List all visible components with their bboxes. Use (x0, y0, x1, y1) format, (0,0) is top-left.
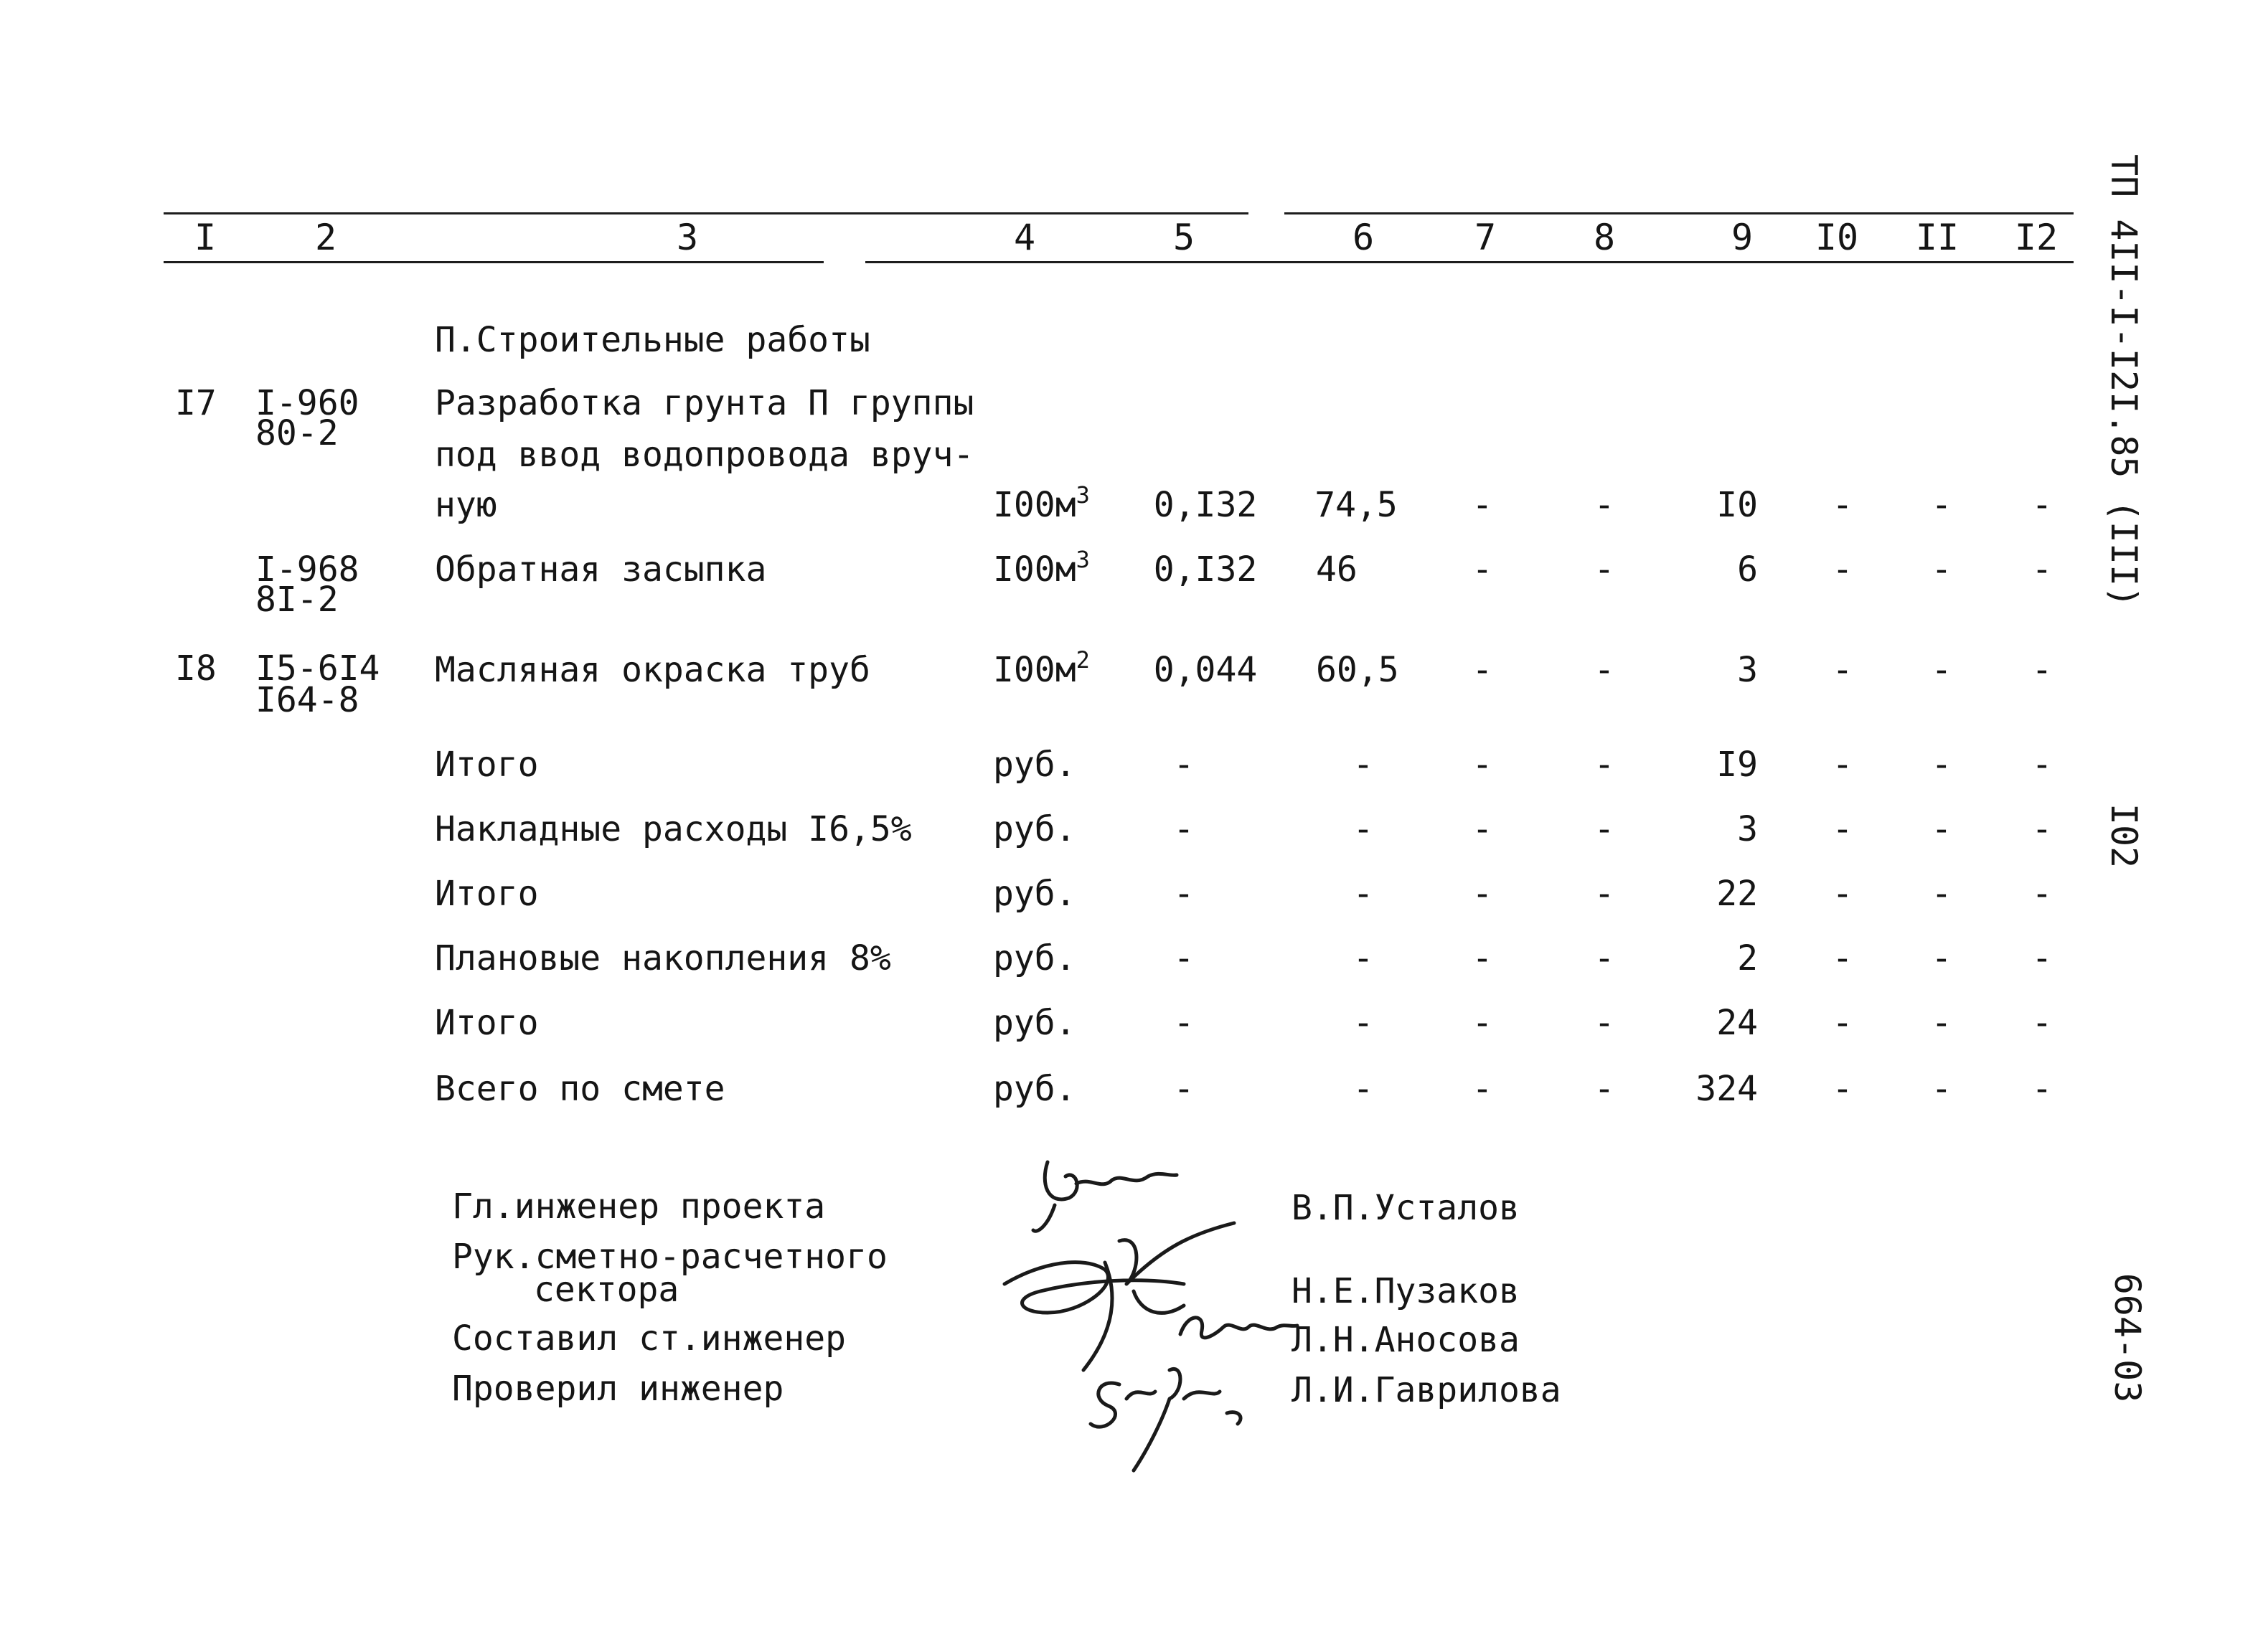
totals-label: Итого (435, 745, 539, 785)
col-header-8: 8 (1593, 217, 1616, 258)
col-header-3: 3 (676, 217, 699, 258)
row-col7: - (1472, 549, 1493, 590)
row-unit: $I00м^2$ (993, 646, 1090, 690)
row-number: I8 (175, 648, 217, 689)
totals-col10: - (1832, 1003, 1853, 1043)
totals-col12: - (2031, 1069, 2053, 1109)
row-col10: - (1832, 549, 1853, 590)
col-header-11: II (1915, 217, 1959, 258)
totals-col10: - (1832, 745, 1853, 785)
totals-col7: - (1472, 809, 1493, 849)
totals-unit: руб. (993, 938, 1076, 978)
row-quantity: 0,I32 (1153, 549, 1258, 590)
totals-col7: - (1472, 874, 1493, 914)
totals-col8: - (1594, 874, 1615, 914)
totals-col9: 2 (1737, 938, 1758, 978)
totals-label: Всего по смете (435, 1069, 725, 1109)
col-header-7: 7 (1474, 217, 1497, 258)
totals-col6: - (1352, 809, 1374, 849)
col-header-4: 4 (1013, 217, 1036, 258)
totals-col9: 22 (1716, 874, 1758, 914)
totals-col8: - (1594, 1069, 1615, 1109)
col-header-12: I2 (2014, 217, 2059, 258)
row-col9: 6 (1737, 549, 1758, 590)
header-bottom-rule-left (164, 261, 824, 263)
totals-col5: - (1173, 1069, 1195, 1109)
totals-label: Накладные расходы I6,5% (435, 809, 912, 849)
totals-col5: - (1173, 809, 1195, 849)
totals-col7: - (1472, 1003, 1493, 1043)
totals-col8: - (1594, 938, 1615, 978)
row-col12: - (2031, 650, 2053, 690)
side-doc-code: ТП 4II-I-I2I.85 (III) (2103, 154, 2145, 608)
signer-role: Гл.инженер проекта (452, 1186, 826, 1227)
totals-col11: - (1931, 1069, 1952, 1109)
row-code: I-968 (255, 549, 359, 590)
totals-col10: - (1832, 938, 1853, 978)
row-code: 8I-2 (255, 580, 339, 620)
totals-unit: руб. (993, 1069, 1076, 1109)
totals-col7: - (1472, 938, 1493, 978)
col-header-5: 5 (1172, 217, 1195, 258)
side-page-number: I02 (2103, 803, 2145, 869)
row-number: I7 (175, 383, 217, 423)
signer-name: Н.Е.Пузаков (1292, 1271, 1520, 1311)
totals-col9: 324 (1695, 1069, 1758, 1109)
row-code: I5-6I4 (255, 648, 380, 689)
row-description: Обратная засыпка (435, 549, 767, 590)
row-description: под ввод водопровода вруч- (435, 435, 974, 475)
totals-col8: - (1594, 1003, 1615, 1043)
row-col9: 3 (1737, 650, 1758, 690)
row-col6: 74,5 (1314, 485, 1398, 525)
totals-label: Итого (435, 1003, 539, 1043)
col-header-2: 2 (314, 217, 337, 258)
signer-role: Рук.сметно-расчетного (452, 1237, 888, 1277)
totals-col5: - (1173, 745, 1195, 785)
totals-col8: - (1594, 809, 1615, 849)
col-header-1: I (194, 217, 217, 258)
col-header-10: I0 (1815, 217, 1859, 258)
signature-gavrilova (1076, 1356, 1263, 1478)
totals-col10: - (1832, 809, 1853, 849)
totals-col5: - (1173, 874, 1195, 914)
header-bottom-rule-right (865, 261, 2074, 263)
row-col7: - (1472, 650, 1493, 690)
totals-col11: - (1931, 874, 1952, 914)
signature-anosova (1177, 1306, 1299, 1349)
signer-role: сектора (534, 1270, 679, 1310)
totals-col6: - (1352, 1069, 1374, 1109)
row-quantity: 0,I32 (1153, 485, 1258, 525)
signer-role: Составил ст.инженер (452, 1318, 847, 1359)
row-code: I-960 (255, 383, 359, 423)
totals-col11: - (1931, 938, 1952, 978)
row-description: ную (435, 485, 497, 525)
header-top-rule-right (1284, 212, 2074, 214)
signer-name: В.П.Усталов (1292, 1188, 1520, 1228)
totals-col9: 3 (1737, 809, 1758, 849)
totals-col6: - (1352, 1003, 1374, 1043)
col-header-9: 9 (1731, 217, 1754, 258)
signer-role: Проверил инженер (452, 1369, 784, 1409)
totals-col6: - (1352, 938, 1374, 978)
row-col8: - (1594, 650, 1615, 690)
totals-col12: - (2031, 745, 2053, 785)
row-col8: - (1594, 485, 1615, 525)
totals-col9: 24 (1716, 1003, 1758, 1043)
row-unit: $I00м^3$ (993, 481, 1090, 525)
totals-col9: I9 (1716, 745, 1758, 785)
totals-col10: - (1832, 1069, 1853, 1109)
row-col7: - (1472, 485, 1493, 525)
totals-col11: - (1931, 745, 1952, 785)
totals-col7: - (1472, 1069, 1493, 1109)
totals-col5: - (1173, 938, 1195, 978)
row-col11: - (1931, 549, 1952, 590)
row-description: Разработка грунта П группы (435, 383, 974, 423)
totals-col7: - (1472, 745, 1493, 785)
row-unit: $I00м^3$ (993, 546, 1090, 590)
totals-col5: - (1173, 1003, 1195, 1043)
row-col11: - (1931, 650, 1952, 690)
row-col12: - (2031, 485, 2053, 525)
totals-col12: - (2031, 938, 2053, 978)
totals-unit: руб. (993, 745, 1076, 785)
row-col10: - (1832, 650, 1853, 690)
totals-col6: - (1352, 745, 1374, 785)
row-col8: - (1594, 549, 1615, 590)
totals-col11: - (1931, 809, 1952, 849)
totals-unit: руб. (993, 874, 1076, 914)
totals-label: Итого (435, 874, 539, 914)
totals-unit: руб. (993, 809, 1076, 849)
signer-name: Л.Н.Аносова (1292, 1320, 1520, 1360)
row-code: I64-8 (255, 680, 359, 720)
section-title: П.Строительные работы (435, 320, 870, 360)
row-code: 80-2 (255, 413, 339, 453)
totals-col8: - (1594, 745, 1615, 785)
row-col6: 60,5 (1316, 650, 1399, 690)
totals-col12: - (2031, 809, 2053, 849)
row-description: Масляная окраска труб (435, 650, 870, 690)
totals-label: Плановые накопления 8% (435, 938, 891, 978)
row-col10: - (1832, 485, 1853, 525)
row-col9: I0 (1716, 485, 1758, 525)
totals-col12: - (2031, 874, 2053, 914)
totals-unit: руб. (993, 1003, 1076, 1043)
row-col11: - (1931, 485, 1952, 525)
header-top-rule (164, 212, 1248, 214)
col-header-6: 6 (1352, 217, 1375, 258)
row-col6: 46 (1316, 549, 1358, 590)
side-sheet-code: 664-03 (2107, 1273, 2148, 1403)
totals-col10: - (1832, 874, 1853, 914)
totals-col11: - (1931, 1003, 1952, 1043)
row-quantity: 0,044 (1153, 650, 1258, 690)
totals-col6: - (1352, 874, 1374, 914)
totals-col12: - (2031, 1003, 2053, 1043)
signer-name: Л.И.Гаврилова (1292, 1370, 1561, 1410)
row-col12: - (2031, 549, 2053, 590)
